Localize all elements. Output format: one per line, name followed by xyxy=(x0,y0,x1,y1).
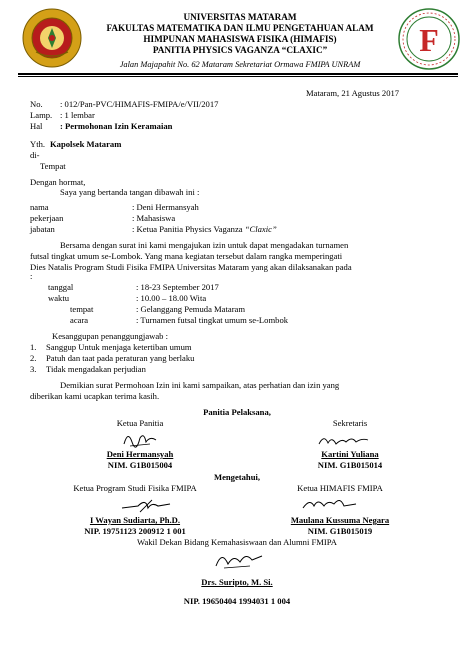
number-label: No. xyxy=(30,99,43,109)
field-label-name: nama xyxy=(30,202,49,212)
commitment-num-1: 1. xyxy=(30,342,37,352)
program-head-role: Ketua Program Studi Fisika FMIPA xyxy=(73,483,197,493)
secretary-id: NIM. G1B015014 xyxy=(317,460,383,470)
secretary-signature xyxy=(316,432,372,450)
closing-line-2: diberikan kami ucapkan terima kasih. xyxy=(30,391,160,401)
program-head-id: NIP. 19751123 200912 1 001 xyxy=(84,526,186,536)
field-value-job: : Mahasiswa xyxy=(132,213,176,223)
himafis-head-signature xyxy=(300,494,360,514)
vice-dean-id: NIP. 19650404 1994031 1 004 xyxy=(183,596,291,606)
svg-text:F: F xyxy=(419,22,439,58)
header-association: HIMPUNAN MAHASISWA FISIKA (HIMAFIS) xyxy=(143,34,337,44)
paragraph-line-2: futsal tingkat umum se-Lombok. Yang mana kegiatan tersebut dalam rangka memperingati xyxy=(30,251,343,261)
event-label-activity: acara xyxy=(70,315,89,325)
program-head-signature xyxy=(118,494,174,516)
header-rule-thin xyxy=(18,76,458,77)
event-value-time: : 10.00 – 18.00 Wita xyxy=(136,293,207,303)
recipient-di: di- xyxy=(30,150,40,160)
event-label-date: tanggal xyxy=(48,282,74,292)
paragraph-line-1: Bersama dengan surat ini kami mengajukan izin untuk dapat mengadakan turnamen xyxy=(60,240,349,250)
chair-role: Ketua Panitia xyxy=(116,418,164,428)
approval-heading: Mengetahui, xyxy=(213,472,261,482)
secretary-name: Kartini Yuliana xyxy=(321,449,379,459)
recipient-name: Kapolsek Mataram xyxy=(50,139,122,149)
commitment-text-3: Tidak mengadakan perjudian xyxy=(46,364,146,374)
header-faculty: FAKULTAS MATEMATIKA DAN ILMU PENGETAHUAN ALAM xyxy=(106,23,374,33)
header-address: Jalan Majapahit No. 62 Mataram Sekretariat Ormawa FMIPA UNRAM xyxy=(119,60,361,69)
intro-line: Saya yang bertanda tangan dibawah ini : xyxy=(60,187,200,197)
attachment-label: Lamp. xyxy=(30,110,53,120)
event-label-time: waktu xyxy=(48,293,70,303)
event-label-place: tempat xyxy=(70,304,94,314)
committee-heading: Panitia Pelaksana, xyxy=(203,407,271,417)
himafis-head-name: Maulana Kussuma Negara xyxy=(290,515,390,525)
paragraph-line-4: : xyxy=(30,271,33,281)
readiness-heading: Kesanggupan penanggungjawab : xyxy=(52,331,168,341)
attachment-value: : 1 lembar xyxy=(60,110,95,120)
field-value-position: : Ketua Panitia Physics Vaganza “Claxic” xyxy=(132,224,277,234)
vice-dean-name: Drs. Suripto, M. Si. xyxy=(201,577,273,587)
himafis-head-id: NIM. G1B015019 xyxy=(307,526,373,536)
commitment-text-2: Patuh dan taat pada peraturan yang berlaku xyxy=(46,353,195,363)
program-head-name: I Wayan Sudiarta, Ph.D. xyxy=(89,515,181,525)
himafis-head-role: Ketua HIMAFIS FMIPA xyxy=(297,483,383,493)
vice-dean-signature xyxy=(210,548,266,572)
greeting: Dengan hormat, xyxy=(30,177,86,187)
commitment-num-2: 2. xyxy=(30,353,37,363)
commitment-text-1: Sanggup Untuk menjaga ketertiban umum xyxy=(46,342,192,352)
header-rule-thick xyxy=(18,73,458,75)
vice-dean-role: Wakil Dekan Bidang Kemahasiswaan dan Alumni FMIPA xyxy=(137,537,337,547)
paragraph-line-3: Dies Natalis Program Studi Fisika FMIPA Universitas Mataram yang akan dilaksanakan pada xyxy=(30,262,352,272)
number-value: : 012/Pan-PVC/HIMAFIS-FMIPA/e/VII/2017 xyxy=(60,99,219,109)
header-university: UNIVERSITAS MATARAM xyxy=(183,12,297,22)
header-committee: PANITIA PHYSICS VAGANZA “CLAXIC” xyxy=(152,45,328,55)
event-value-date: : 18-23 September 2017 xyxy=(136,282,219,292)
commitment-num-3: 3. xyxy=(30,364,37,374)
event-value-place: : Gelanggang Pemuda Mataram xyxy=(136,304,246,314)
secretary-role: Sekretaris xyxy=(332,418,368,428)
chair-name: Deni Hermansyah xyxy=(106,449,174,459)
field-label-position: jabatan xyxy=(30,224,55,234)
field-label-job: pekerjaan xyxy=(30,213,64,223)
chair-signature xyxy=(120,428,160,450)
event-value-activity: : Turnamen futsal tingkat umum se-Lombok xyxy=(136,315,289,325)
recipient-yth: Yth. xyxy=(30,139,46,149)
subject-label: Hal xyxy=(30,121,43,131)
letter-date: Mataram, 21 Agustus 2017 xyxy=(306,88,400,98)
recipient-place: Tempat xyxy=(40,161,66,171)
subject-value: : Permohonan Izin Keramaian xyxy=(60,121,173,131)
closing-line-1: Demikian surat Permohoan Izin ini kami sampaikan, atas perhatian dan izin yang xyxy=(60,380,340,390)
field-value-name: : Deni Hermansyah xyxy=(132,202,199,212)
chair-id: NIM. G1B015004 xyxy=(107,460,173,470)
